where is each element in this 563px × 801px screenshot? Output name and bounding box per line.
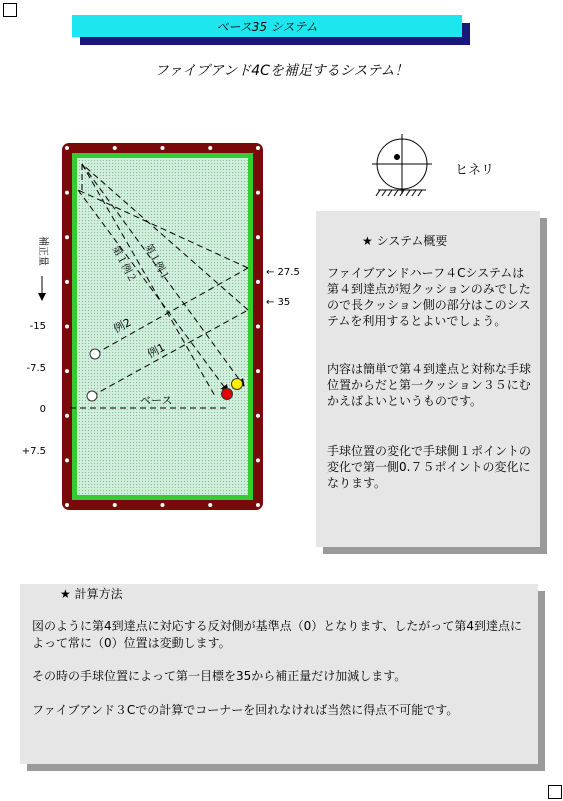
summary-paragraph-1: ファイブアンドハーフ４Cシステムは第４到達点が短クッションのみでしたので長クッション側の部分はこのシステムを利用するとよいでしょう。 [327,266,531,328]
rail-diamond [208,146,212,150]
rail-diamond [65,458,69,462]
left-tick-zero: 0 [39,404,46,415]
rail-diamond [256,369,260,373]
label-base: ベース [140,394,173,407]
summary-heading: ★ システム概要 [362,234,448,248]
page-subtitle: ファイブアンド4Cを補足するシステム！ [154,63,409,79]
rail-diamond [65,191,69,195]
rail-diamond [65,414,69,418]
white-ball-example1 [87,391,97,401]
right-mark-35: ← 35 [266,297,291,308]
rail-diamond [256,146,260,150]
label-example2: 例2 [111,315,134,336]
rail-diamond [161,503,165,507]
rail-diamond [256,235,260,239]
rail-diamond [65,280,69,284]
yellow-ball [232,379,243,390]
rail-diamond [65,369,69,373]
method-paragraph-1: 図のように第4到達点に対応する反対側が基準点（0）となります、したがって第4到達点によって常に（0）位置は変動します。 [32,619,522,650]
rail-diamond [256,503,260,507]
summary-paragraph-3: 手球位置の変化で手球側１ポイントの変化で第一側0.７５ポイントの変化になります。 [327,444,532,490]
rail-diamond [256,280,260,284]
red-ball [222,389,233,400]
correction-label: 補正量 [37,236,48,266]
method-paragraph-2: その時の手球位置によって第一目標を35から補正量だけ加減します。 [32,669,407,683]
rail-diamond [256,458,260,462]
summary-paragraph-2: 内容は簡単で第４到達点と対称な手球位置からだと第一クッション３５にむかえばよいというものです。 [327,362,532,408]
rail-diamond [65,146,69,150]
page-title: ベース35 システム [216,19,318,34]
rail-diamond [65,503,69,507]
label-first2: 第１例２ [109,244,138,285]
method-heading: ★ 計算方法 [60,587,123,601]
rail-diamond [65,235,69,239]
table-cloth [77,158,248,495]
rail-diamond [113,146,117,150]
rail-diamond [65,325,69,329]
rail-diamond [256,325,260,329]
method-paragraph-3: ファイブアンド３Cでの計算でコーナーを回れなければ当然に得点不可能です。 [32,703,459,717]
rail-diamond [113,503,117,507]
left-tick-minus15: -15 [29,321,46,332]
left-tick-minus7-5: -7.5 [26,363,46,374]
spin-ball-icon [372,134,432,196]
right-mark-27-5: ← 27.5 [266,267,300,278]
hinari-label: ヒネリ [455,163,495,178]
rail-diamond [256,414,260,418]
rail-diamond [161,146,165,150]
rail-diamond [256,191,260,195]
label-first1: 第１例１ [142,242,171,283]
left-tick-plus7-5: +7.5 [21,446,46,457]
rail-diamond [208,503,212,507]
white-ball-example2 [90,349,100,359]
label-example1: 例1 [145,340,168,361]
